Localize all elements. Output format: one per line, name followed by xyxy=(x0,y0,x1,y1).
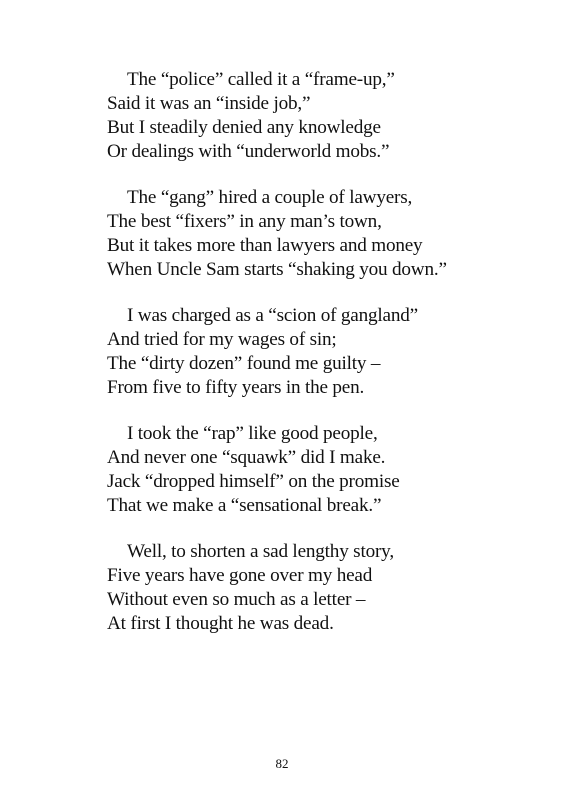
poem-line: I was charged as a “scion of gangland” xyxy=(127,305,418,326)
page-number: 82 xyxy=(275,756,289,771)
poem-line: And never one “squawk” did I make. xyxy=(107,447,386,468)
poem-line: From five to fifty years in the pen. xyxy=(107,377,365,398)
poem-line: Jack “dropped himself” on the promise xyxy=(107,471,400,492)
stanza-4 xyxy=(107,422,547,518)
poem-line: Five years have gone over my head xyxy=(107,565,373,586)
poem-line: That we make a “sensational break.” xyxy=(107,495,382,516)
poem-line: Said it was an “inside job,” xyxy=(107,93,311,114)
stanza-2 xyxy=(107,186,547,282)
poem-line: Or dealings with “underworld mobs.” xyxy=(107,141,390,162)
poem-line: At first I thought he was dead. xyxy=(107,613,334,634)
poem-line: Well, to shorten a sad lengthy story, xyxy=(127,541,394,562)
poem-line: The “police” called it a “frame-up,” xyxy=(127,69,395,90)
poem-line: The best “fixers” in any man’s town, xyxy=(107,211,382,232)
stanza-3 xyxy=(107,304,547,400)
poem-body xyxy=(107,68,547,658)
poem-line: And tried for my wages of sin; xyxy=(107,329,337,350)
poem-line: I took the “rap” like good people, xyxy=(127,423,378,444)
poem-line: But I steadily denied any knowledge xyxy=(107,117,381,138)
poem-line: The “dirty dozen” found me guilty – xyxy=(107,353,381,374)
poem-line: The “gang” hired a couple of lawyers, xyxy=(127,187,413,208)
poem-line: But it takes more than lawyers and money xyxy=(107,235,423,256)
stanza-1 xyxy=(107,68,547,164)
poem-line: When Uncle Sam starts “shaking you down.” xyxy=(107,259,447,280)
poem-line: Without even so much as a letter – xyxy=(107,589,366,610)
stanza-5 xyxy=(107,540,547,636)
